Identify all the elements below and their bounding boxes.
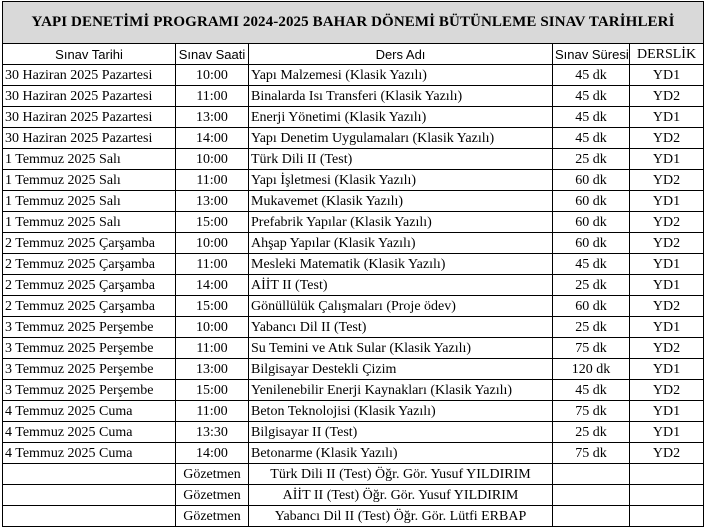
- empty-cell: [3, 464, 176, 485]
- cell-duration: 45 dk: [553, 107, 630, 128]
- cell-course: Gönüllülük Çalışmaları (Proje ödev): [249, 296, 553, 317]
- cell-time: 10:00: [176, 149, 249, 170]
- cell-duration: 45 dk: [553, 380, 630, 401]
- exam-schedule-table: [2, 1, 704, 527]
- table-row: [3, 170, 704, 191]
- cell-duration: 25 dk: [553, 317, 630, 338]
- cell-course: Prefabrik Yapılar (Klasik Yazılı): [249, 212, 553, 233]
- empty-cell: [630, 485, 704, 506]
- cell-duration: 25 dk: [553, 275, 630, 296]
- table-row: [3, 149, 704, 170]
- table-row: [3, 212, 704, 233]
- table-row: [3, 107, 704, 128]
- table-row: [3, 86, 704, 107]
- cell-course: Yapı Malzemesi (Klasik Yazılı): [249, 65, 553, 86]
- cell-date: 1 Temmuz 2025 Salı: [3, 149, 176, 170]
- cell-duration: 60 dk: [553, 212, 630, 233]
- empty-cell: [630, 464, 704, 485]
- cell-time: 14:00: [176, 443, 249, 464]
- cell-date: 3 Temmuz 2025 Perşembe: [3, 338, 176, 359]
- cell-date: 1 Temmuz 2025 Salı: [3, 170, 176, 191]
- table-row: [3, 65, 704, 86]
- cell-duration: 60 dk: [553, 191, 630, 212]
- table-row: [3, 443, 704, 464]
- cell-date: 4 Temmuz 2025 Cuma: [3, 401, 176, 422]
- table-row: [3, 338, 704, 359]
- cell-time: 11:00: [176, 401, 249, 422]
- cell-course: Bilgisayar Destekli Çizim: [249, 359, 553, 380]
- cell-date: 1 Temmuz 2025 Salı: [3, 212, 176, 233]
- cell-date: 2 Temmuz 2025 Çarşamba: [3, 254, 176, 275]
- cell-time: 15:00: [176, 212, 249, 233]
- cell-course: Beton Teknolojisi (Klasik Yazılı): [249, 401, 553, 422]
- cell-duration: 45 dk: [553, 65, 630, 86]
- cell-room: YD2: [630, 296, 704, 317]
- title-row: [3, 2, 704, 44]
- cell-room: YD2: [630, 170, 704, 191]
- cell-course: Ahşap Yapılar (Klasik Yazılı): [249, 233, 553, 254]
- cell-course: Yapı Denetim Uygulamaları (Klasik Yazılı): [249, 128, 553, 149]
- cell-date: 2 Temmuz 2025 Çarşamba: [3, 233, 176, 254]
- table-row: [3, 233, 704, 254]
- monitor-label: Gözetmen: [176, 485, 249, 506]
- cell-date: 4 Temmuz 2025 Cuma: [3, 422, 176, 443]
- cell-course: Enerji Yönetimi (Klasik Yazılı): [249, 107, 553, 128]
- cell-room: YD1: [630, 401, 704, 422]
- monitor-text: AİİT II (Test) Öğr. Gör. Yusuf YILDIRIM: [249, 485, 553, 506]
- cell-room: YD1: [630, 254, 704, 275]
- header-date: Sınav Tarihi: [3, 44, 176, 65]
- empty-cell: [3, 485, 176, 506]
- cell-room: YD1: [630, 275, 704, 296]
- empty-cell: [3, 506, 176, 527]
- empty-cell: [553, 506, 630, 527]
- cell-date: 30 Haziran 2025 Pazartesi: [3, 65, 176, 86]
- empty-cell: [630, 506, 704, 527]
- cell-date: 3 Temmuz 2025 Perşembe: [3, 317, 176, 338]
- monitor-row: [3, 485, 704, 506]
- cell-date: 30 Haziran 2025 Pazartesi: [3, 86, 176, 107]
- cell-time: 11:00: [176, 338, 249, 359]
- cell-duration: 45 dk: [553, 254, 630, 275]
- cell-room: YD2: [630, 338, 704, 359]
- cell-room: YD1: [630, 65, 704, 86]
- cell-time: 13:00: [176, 107, 249, 128]
- cell-duration: 60 dk: [553, 170, 630, 191]
- exam-schedule-sheet: [2, 1, 703, 526]
- table-row: [3, 401, 704, 422]
- monitor-label: Gözetmen: [176, 506, 249, 527]
- cell-duration: 60 dk: [553, 296, 630, 317]
- table-row: [3, 317, 704, 338]
- cell-time: 10:00: [176, 65, 249, 86]
- cell-duration: 45 dk: [553, 128, 630, 149]
- cell-date: 3 Temmuz 2025 Perşembe: [3, 359, 176, 380]
- cell-course: Binalarda Isı Transferi (Klasik Yazılı): [249, 86, 553, 107]
- cell-time: 10:00: [176, 317, 249, 338]
- cell-room: YD1: [630, 359, 704, 380]
- cell-duration: 120 dk: [553, 359, 630, 380]
- monitor-text: Türk Dili II (Test) Öğr. Gör. Yusuf YILDIRIM: [249, 464, 553, 485]
- cell-time: 13:00: [176, 359, 249, 380]
- cell-date: 1 Temmuz 2025 Salı: [3, 191, 176, 212]
- cell-time: 11:00: [176, 170, 249, 191]
- cell-room: YD1: [630, 191, 704, 212]
- cell-course: AİİT II (Test): [249, 275, 553, 296]
- cell-duration: 25 dk: [553, 422, 630, 443]
- empty-cell: [553, 464, 630, 485]
- header-row: [3, 44, 704, 65]
- cell-course: Su Temini ve Atık Sular (Klasik Yazılı): [249, 338, 553, 359]
- cell-course: Yapı İşletmesi (Klasik Yazılı): [249, 170, 553, 191]
- cell-course: Yabancı Dil II (Test): [249, 317, 553, 338]
- cell-date: 4 Temmuz 2025 Cuma: [3, 443, 176, 464]
- header-time: Sınav Saati: [176, 44, 249, 65]
- cell-room: YD2: [630, 86, 704, 107]
- cell-date: 2 Temmuz 2025 Çarşamba: [3, 296, 176, 317]
- cell-date: 30 Haziran 2025 Pazartesi: [3, 128, 176, 149]
- cell-room: YD2: [630, 443, 704, 464]
- table-row: [3, 128, 704, 149]
- cell-course: Yenilenebilir Enerji Kaynakları (Klasik Yazılı): [249, 380, 553, 401]
- cell-room: YD1: [630, 149, 704, 170]
- cell-duration: 75 dk: [553, 401, 630, 422]
- cell-date: 30 Haziran 2025 Pazartesi: [3, 107, 176, 128]
- cell-room: YD2: [630, 233, 704, 254]
- monitor-label: Gözetmen: [176, 464, 249, 485]
- cell-duration: 75 dk: [553, 443, 630, 464]
- cell-course: Mesleki Matematik (Klasik Yazılı): [249, 254, 553, 275]
- header-course: Ders Adı: [249, 44, 553, 65]
- cell-time: 14:00: [176, 275, 249, 296]
- cell-room: YD2: [630, 380, 704, 401]
- table-row: [3, 275, 704, 296]
- empty-cell: [553, 485, 630, 506]
- cell-time: 11:00: [176, 254, 249, 275]
- cell-room: YD2: [630, 128, 704, 149]
- table-row: [3, 422, 704, 443]
- page-title: YAPI DENETİMİ PROGRAMI 2024-2025 BAHAR DÖNEMİ BÜTÜNLEME SINAV TARİHLERİ: [3, 2, 704, 44]
- cell-duration: 25 dk: [553, 149, 630, 170]
- monitor-text: Yabancı Dil II (Test) Öğr. Gör. Lütfi ERBAP: [249, 506, 553, 527]
- header-duration: Sınav Süresi: [553, 44, 630, 65]
- table-row: [3, 380, 704, 401]
- table-row: [3, 191, 704, 212]
- cell-time: 11:00: [176, 86, 249, 107]
- cell-date: 2 Temmuz 2025 Çarşamba: [3, 275, 176, 296]
- header-room: DERSLİK: [630, 44, 704, 65]
- cell-time: 15:00: [176, 380, 249, 401]
- cell-course: Türk Dili II (Test): [249, 149, 553, 170]
- cell-room: YD1: [630, 422, 704, 443]
- cell-room: YD2: [630, 212, 704, 233]
- table-row: [3, 359, 704, 380]
- cell-duration: 45 dk: [553, 86, 630, 107]
- cell-time: 10:00: [176, 233, 249, 254]
- monitor-row: [3, 464, 704, 485]
- cell-duration: 60 dk: [553, 233, 630, 254]
- cell-room: YD1: [630, 317, 704, 338]
- table-row: [3, 296, 704, 317]
- cell-course: Betonarme (Klasik Yazılı): [249, 443, 553, 464]
- cell-date: 3 Temmuz 2025 Perşembe: [3, 380, 176, 401]
- cell-course: Mukavemet (Klasik Yazılı): [249, 191, 553, 212]
- cell-time: 14:00: [176, 128, 249, 149]
- cell-course: Bilgisayar II (Test): [249, 422, 553, 443]
- monitor-row: [3, 506, 704, 527]
- table-row: [3, 254, 704, 275]
- cell-duration: 75 dk: [553, 338, 630, 359]
- cell-time: 13:30: [176, 422, 249, 443]
- cell-time: 13:00: [176, 191, 249, 212]
- cell-time: 15:00: [176, 296, 249, 317]
- cell-room: YD1: [630, 107, 704, 128]
